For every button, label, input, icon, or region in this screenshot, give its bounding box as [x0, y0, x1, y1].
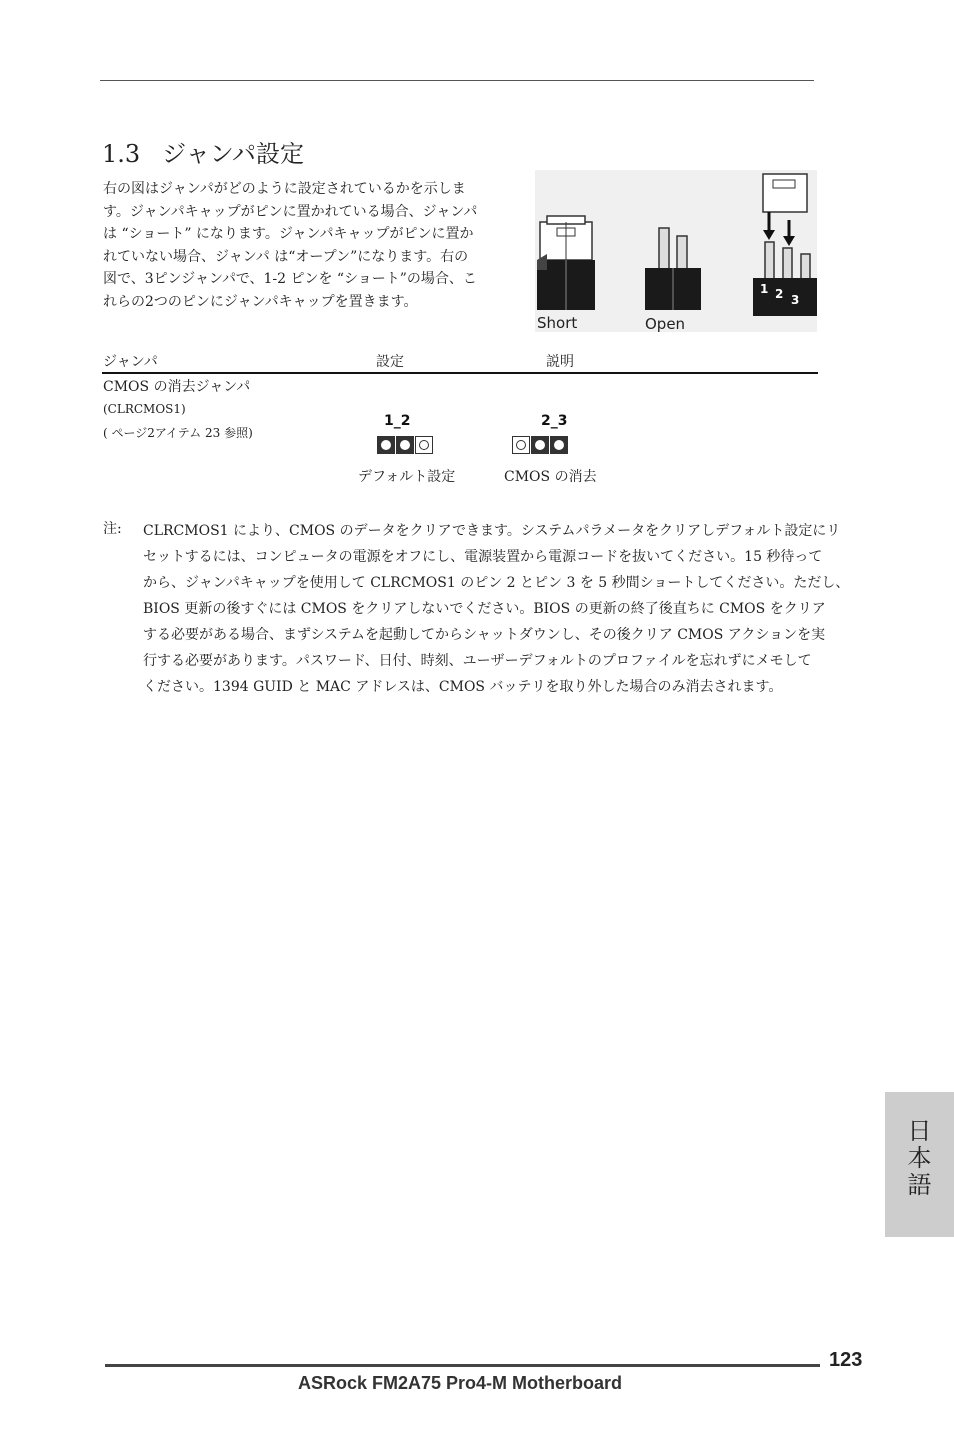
three-pin-jumper [753, 174, 817, 316]
bottom-rule [105, 1364, 820, 1367]
pin-number-2: 2 [775, 287, 784, 301]
default-caption: デフォルト設定 [358, 469, 456, 485]
section-title [102, 134, 304, 169]
pin-number-1: 1 [760, 282, 769, 296]
pin-shorted [377, 436, 395, 454]
intro-paragraph [103, 178, 513, 314]
pin-shorted [550, 436, 568, 454]
pin-open [512, 436, 530, 454]
short-label: Short [537, 314, 578, 332]
short-jumper [537, 216, 595, 310]
intro-line: れていない場合、ジャンパ は“オープン”になります。右の [103, 248, 469, 265]
intro-line: す。ジャンパキャップがピンに置かれている場合、ジャンパ [103, 203, 478, 220]
note-line: セットするには、コンピュータの電源をオフにし、電源装置から電源コードを抜いてください。15 秒待って [143, 549, 823, 565]
jumper-drawing [535, 170, 817, 332]
intro-line: れらの2つのピンにジャンパキャップを置きます。 [103, 293, 418, 310]
note-line: から、ジャンパキャップを使用して CLRCMOS1 のピン 2 とピン 3 を 5 秒間ショートしてください。ただし、 [143, 575, 850, 591]
language-tab-label: 日本語 [903, 1118, 931, 1199]
pin-open [415, 436, 433, 454]
intro-line: は “ショート” になります。ジャンパキャップがピンに置か [103, 226, 474, 243]
intro-line: 図で、3ピンジャンパで、1-2 ピンを “ショート”の場合、こ [103, 271, 477, 288]
clear-pin-header [512, 436, 569, 458]
clear-pins-label: 2_3 [541, 413, 568, 429]
section-number: 1.3 [102, 140, 141, 168]
top-rule [100, 80, 814, 81]
jumper-name: CMOS の消去ジャンパ [103, 379, 251, 395]
footer-title: ASRock FM2A75 Pro4-M Motherboard [298, 1373, 623, 1393]
pin-number-3: 3 [791, 293, 800, 307]
pin-shorted [531, 436, 549, 454]
table-rule [102, 372, 818, 374]
page-reference: ( ページ2アイテム 23 参照) [103, 426, 253, 440]
intro-line: 右の図はジャンパがどのように設定されているかを示しま [103, 181, 466, 197]
open-jumper [645, 228, 701, 310]
header-jumper: ジャンパ [103, 354, 158, 370]
default-pins-label: 1_2 [384, 413, 411, 429]
note-line: BIOS 更新の後すぐには CMOS をクリアしないでください。BIOS の更新の終了後直ちに CMOS をクリア [143, 601, 826, 617]
note-line: CLRCMOS1 により、CMOS のデータをクリアできます。システムパラメータをクリアしデフォルト設定にリ [143, 523, 841, 539]
note-line: ください。1394 GUID と MAC アドレスは、CMOS バッテリを取り外した場合のみ消去されます。 [143, 679, 783, 695]
pin-shorted [396, 436, 414, 454]
language-tab [885, 1092, 954, 1237]
section-title-text: ジャンパ設定 [162, 140, 305, 168]
header-description: 説明 [546, 354, 574, 370]
header-setting: 設定 [376, 354, 404, 370]
note-line: する必要がある場合、まずシステムを起動してからシャットダウンし、その後クリア CMOS アクションを実 [143, 627, 826, 643]
note-label: 注: [103, 521, 122, 537]
page-number: 123 [829, 1349, 863, 1371]
clear-caption: CMOS の消去 [504, 469, 597, 485]
default-pin-header [377, 436, 434, 458]
open-label: Open [645, 315, 686, 332]
note-line: 行する必要があります。パスワード、日付、時刻、ユーザーデフォルトのプロファイルを忘れずにメモして [143, 653, 812, 669]
note-paragraph [143, 518, 850, 700]
jumper-illustration [535, 170, 817, 332]
jumper-code: (CLRCMOS1) [103, 402, 186, 416]
